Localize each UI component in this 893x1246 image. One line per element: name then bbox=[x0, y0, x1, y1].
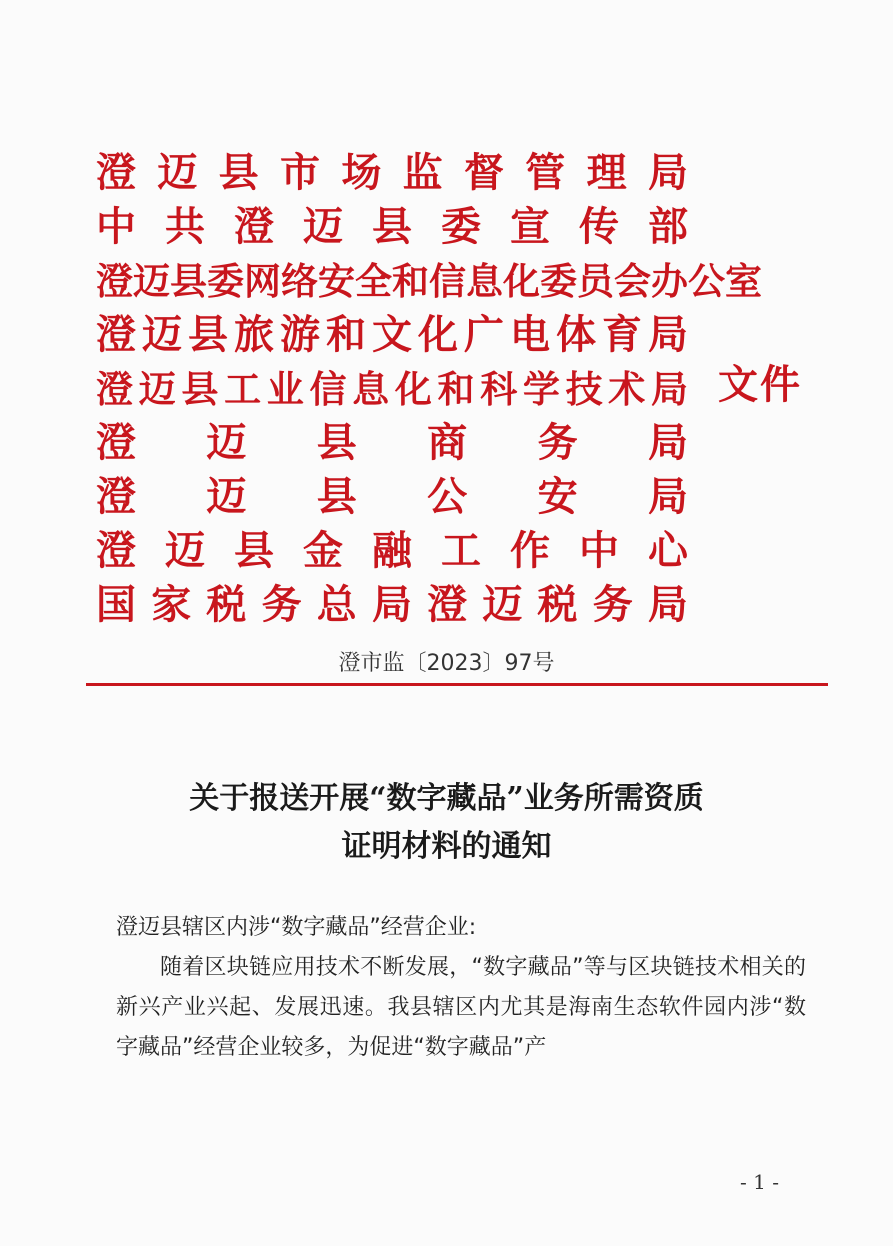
salutation: 澄迈县辖区内涉“数字藏品”经营企业: bbox=[116, 915, 477, 940]
document-suffix: 文件 bbox=[718, 361, 802, 408]
issuer-2: 澄 迈 县 委 网 络 安 全 和 信 息 化 委 员 会 办 公 室 bbox=[96, 259, 762, 303]
document-title bbox=[0, 775, 893, 871]
title-line-1: 关于报送开展“数字藏品”业务所需资质 bbox=[189, 781, 704, 816]
issuer-6: 澄 迈 县 公 安 局 bbox=[96, 473, 688, 520]
title-line-2: 证明材料的通知 bbox=[341, 829, 552, 864]
issuer-3: 澄 迈 县 旅 游 和 文 化 广 电 体 育 局 bbox=[96, 311, 688, 358]
paragraph-1: 随着区块链应用技术不断发展，“数字藏品”等与区块链技术相关的新兴产业兴起、发展迅速。我县辖区内尤其是海南生态软件园内涉“数字藏品”经营企业较多，为促进“数字藏品”产 bbox=[116, 955, 806, 1060]
issuer-8: 国 家 税 务 总 局 澄 迈 税 务 局 bbox=[96, 581, 688, 628]
page-number: - 1 - bbox=[740, 1170, 779, 1194]
issuer-4: 澄 迈 县 工 业 信 息 化 和 科 学 技 术 局 bbox=[96, 367, 688, 411]
red-divider bbox=[86, 683, 828, 686]
document-number: 澄市监〔2023〕97号 bbox=[338, 651, 555, 676]
issuer-7: 澄 迈 县 金 融 工 作 中 心 bbox=[96, 527, 688, 574]
issuer-1: 中 共 澄 迈 县 委 宣 传 部 bbox=[96, 203, 688, 250]
issuer-0: 澄 迈 县 市 场 监 督 管 理 局 bbox=[96, 149, 688, 196]
issuer-5: 澄 迈 县 商 务 局 bbox=[96, 419, 688, 466]
document-body bbox=[116, 908, 806, 1068]
